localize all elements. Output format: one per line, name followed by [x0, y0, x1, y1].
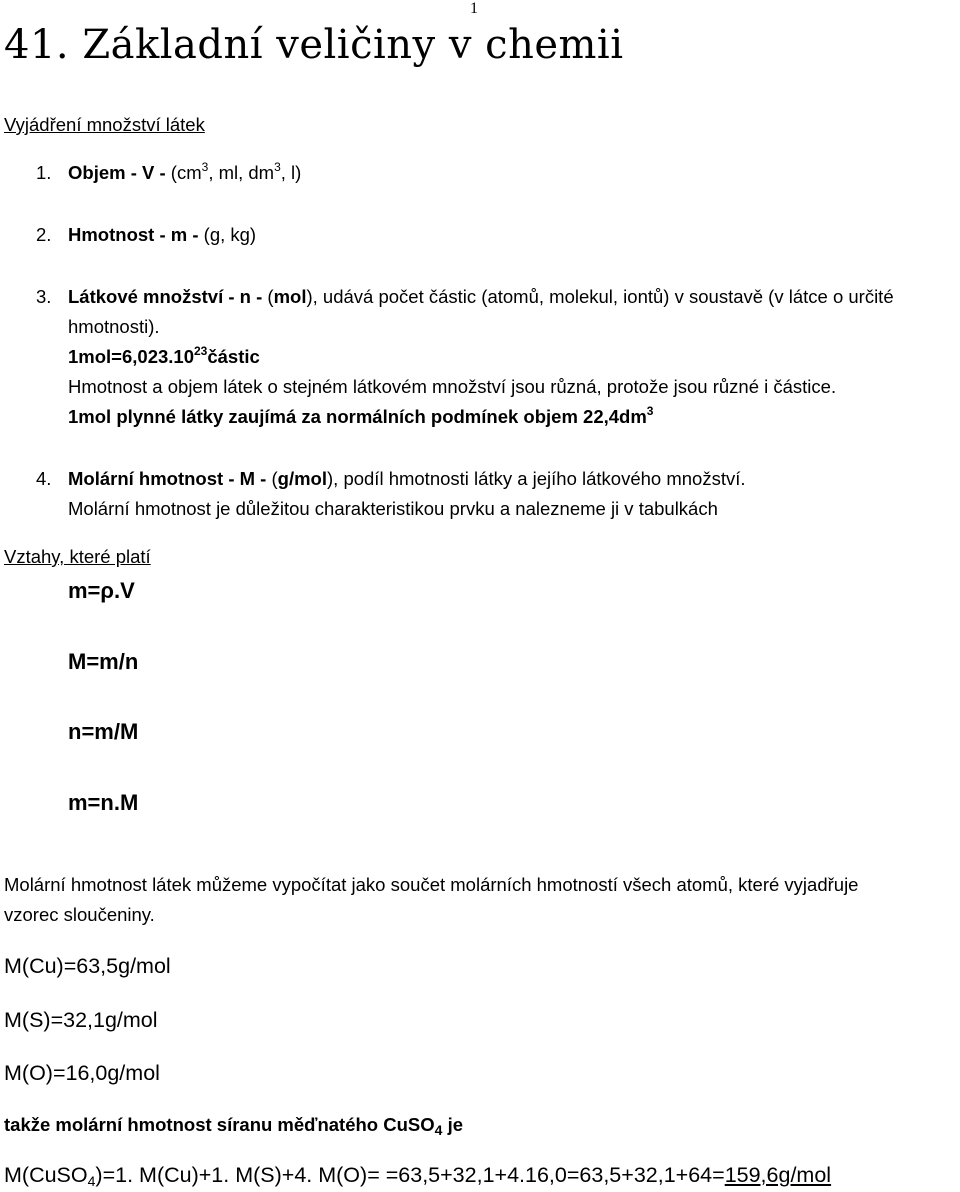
list-item	[36, 224, 256, 246]
item-text: ), udává počet částic (atomů, molekul, iontů) v soustavě (v látce o určité	[306, 286, 894, 307]
item-number: 3.	[36, 286, 52, 307]
item-unit: mol	[273, 286, 307, 307]
item-text: ), podíl hmotnosti látky a jejího látkového množství.	[327, 468, 746, 489]
subscript: 4	[87, 1173, 96, 1189]
superscript: 3	[274, 160, 281, 174]
list-item	[36, 286, 894, 308]
calc-text: M(CuSO	[4, 1163, 88, 1187]
calc-text: )=1. M(Cu)+1. M(S)+4. M(O)= =63,5+32,1+4.16,0=63,5+32,1+64=	[95, 1163, 725, 1187]
page-title: 41. Základní veličiny v chemii	[4, 22, 624, 68]
formula-mass-from-amount: m=n.M	[68, 790, 139, 815]
item-text: , l)	[280, 162, 302, 183]
list-item	[36, 468, 746, 490]
item-unit: g/mol	[277, 468, 327, 489]
item-text: (	[266, 468, 278, 489]
paragraph-line: vzorec sloučeniny.	[4, 904, 155, 925]
item-continuation: Molární hmotnost je důležitou charakteristikou prvku a nalezneme ji v tabulkách	[68, 498, 718, 519]
subscript: 4	[434, 1122, 443, 1138]
item-text: (	[262, 286, 274, 307]
final-calculation	[4, 1163, 831, 1188]
formula-molar-mass: M=m/n	[68, 649, 139, 674]
note-line: Hmotnost a objem látek o stejném látkovém množství jsou různá, protože jsou různé i částice.	[68, 376, 837, 397]
paragraph-line: Molární hmotnost látek můžeme vypočítat jako součet molárních hmotností všech atomů, které vyjadřuje	[4, 874, 859, 895]
conclusion-text: takže molární hmotnost síranu měďnatého CuSO	[4, 1114, 435, 1135]
list-item	[36, 162, 301, 184]
example-s: M(S)=32,1g/mol	[4, 1008, 158, 1032]
item-text: (cm	[165, 162, 202, 183]
gas-volume-line	[68, 406, 653, 428]
calc-result: 159,6g/mol	[724, 1163, 832, 1187]
item-continuation: hmotnosti).	[68, 316, 160, 337]
mol-text: 1mol=6,023.10	[68, 346, 194, 367]
mol-text: částic	[207, 346, 260, 367]
example-o: M(O)=16,0g/mol	[4, 1061, 160, 1085]
item-text: (g, kg)	[198, 224, 257, 245]
gas-text: 1mol plynné látky zaujímá za normálních podmínek objem 22,4dm	[68, 406, 647, 427]
item-term: Objem - V -	[68, 162, 166, 183]
formula-amount: n=m/M	[68, 719, 139, 744]
item-term: Látkové množství - n -	[68, 286, 263, 307]
item-term: Hmotnost - m -	[68, 224, 199, 245]
item-number: 2.	[36, 224, 52, 245]
page-number: 1	[470, 0, 478, 17]
superscript: 3	[201, 160, 209, 174]
superscript: 3	[646, 404, 654, 418]
section-heading: Vyjádření množství látek	[4, 114, 205, 135]
relations-heading: Vztahy, které platí	[4, 546, 151, 567]
item-text: , ml, dm	[208, 162, 275, 183]
conclusion-line	[4, 1114, 463, 1136]
item-number: 1.	[36, 162, 52, 183]
superscript: 23	[194, 344, 208, 358]
item-term: Molární hmotnost - M -	[68, 468, 267, 489]
example-cu: M(Cu)=63,5g/mol	[4, 954, 171, 978]
formula-mass: m=ρ.V	[68, 578, 135, 603]
item-number: 4.	[36, 468, 52, 489]
mol-definition	[68, 346, 260, 368]
conclusion-text: je	[442, 1114, 464, 1135]
